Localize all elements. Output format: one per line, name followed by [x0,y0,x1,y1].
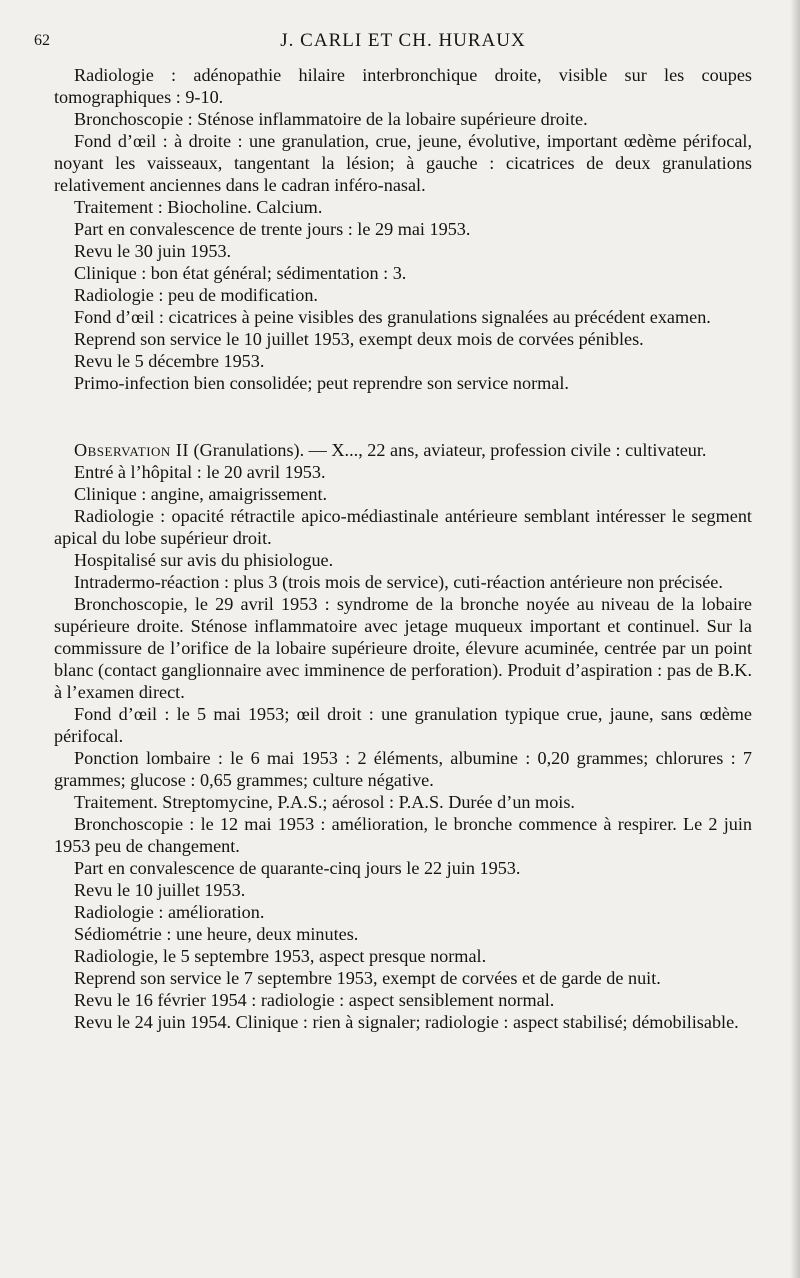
paragraph: Clinique : angine, amaigrissement. [74,484,328,504]
page-header [34,24,752,64]
paragraph: Revu le 24 juin 1954. Clinique : rien à signaler; radiologie : aspect stabilisé; démobilisable. [74,1012,739,1032]
observation-description: (Granulations). — X..., 22 ans, aviateur, profession civile : cultivateur. [188,440,707,460]
paragraph: Traitement. Streptomycine, P.A.S.; aérosol : P.A.S. Durée d’un mois. [74,792,575,812]
paragraph: Intradermo-réaction : plus 3 (trois mois de service), cuti-réaction antérieure non précisée. [74,572,723,592]
paragraph: Radiologie, le 5 septembre 1953, aspect presque normal. [74,946,487,966]
paragraph: Bronchoscopie, le 29 avril 1953 : syndrome de la bronche noyée au niveau de la lobaire supérieure droite. Sténose inflammatoire avec jetage muqueux important et continuel. Sur la commissure de l’orifice de la lobaire supérieure droite, élevure acuminée, centrée par un point blanc (contact ganglionnaire avec imminence de perforation). Produit d’aspiration : pas de B.K. à l’examen direct. [54,594,752,702]
running-head: J. CARLI ET CH. HURAUX [280,30,526,51]
section-spacer [54,394,752,439]
paragraph: Radiologie : opacité rétractile apico-médiastinale antérieure semblant intéresser le segment apical du lobe supérieur droit. [54,506,752,548]
paragraph: Radiologie : adénopathie hilaire interbronchique droite, visible sur les coupes tomographiques : 9-10. [54,65,752,107]
paragraph: Primo-infection bien consolidée; peut reprendre son service normal. [74,373,569,393]
paragraph: Part en convalescence de trente jours : le 29 mai 1953. [74,219,471,239]
paragraph: Entré à l’hôpital : le 20 avril 1953. [74,462,326,482]
paragraph: Fond d’œil : à droite : une granulation, crue, jeune, évolutive, important œdème périfocal, noyant les vaisseaux, tangentant la lésion; à gauche : cicatrices de deux granulations relativement anciennes dans le cadran inféro-nasal. [54,131,752,195]
paragraph: Reprend son service le 10 juillet 1953, exempt deux mois de corvées pénibles. [74,329,644,349]
paragraph: Hospitalisé sur avis du phisiologue. [74,550,334,570]
paragraph: Bronchoscopie : le 12 mai 1953 : amélioration, le bronche commence à respirer. Le 2 juin 1953 peu de changement. [54,814,752,856]
paragraph: Revu le 5 décembre 1953. [74,351,265,371]
paragraph: Reprend son service le 7 septembre 1953, exempt de corvées et de garde de nuit. [74,968,661,988]
paragraph: Traitement : Biocholine. Calcium. [74,197,323,217]
paragraph: Ponction lombaire : le 6 mai 1953 : 2 éléments, albumine : 0,20 grammes; chlorures : 7 grammes; glucose : 0,65 grammes; culture négative. [54,748,752,790]
paragraph: Fond d’œil : le 5 mai 1953; œil droit : une granulation typique crue, jaune, sans œdème périfocal. [54,704,752,746]
section-observation-1-continued [54,64,752,394]
paragraph: Revu le 16 février 1954 : radiologie : aspect sensiblement normal. [74,990,555,1010]
section-observation-2 [54,439,752,1033]
observation-label: Observation II [74,440,189,460]
page-number: 62 [34,32,50,49]
paragraph: Sédiométrie : une heure, deux minutes. [74,924,359,944]
observation-heading-paragraph [54,439,752,461]
paragraph: Radiologie : amélioration. [74,902,265,922]
paragraph: Fond d’œil : cicatrices à peine visibles des granulations signalées au précédent examen. [74,307,711,327]
paragraph: Revu le 10 juillet 1953. [74,880,246,900]
paragraph: Part en convalescence de quarante-cinq jours le 22 juin 1953. [74,858,521,878]
paragraph: Bronchoscopie : Sténose inflammatoire de la lobaire supérieure droite. [74,109,588,129]
paragraph: Clinique : bon état général; sédimentation : 3. [74,263,407,283]
paragraph: Radiologie : peu de modification. [74,285,318,305]
paragraph: Revu le 30 juin 1953. [74,241,232,261]
